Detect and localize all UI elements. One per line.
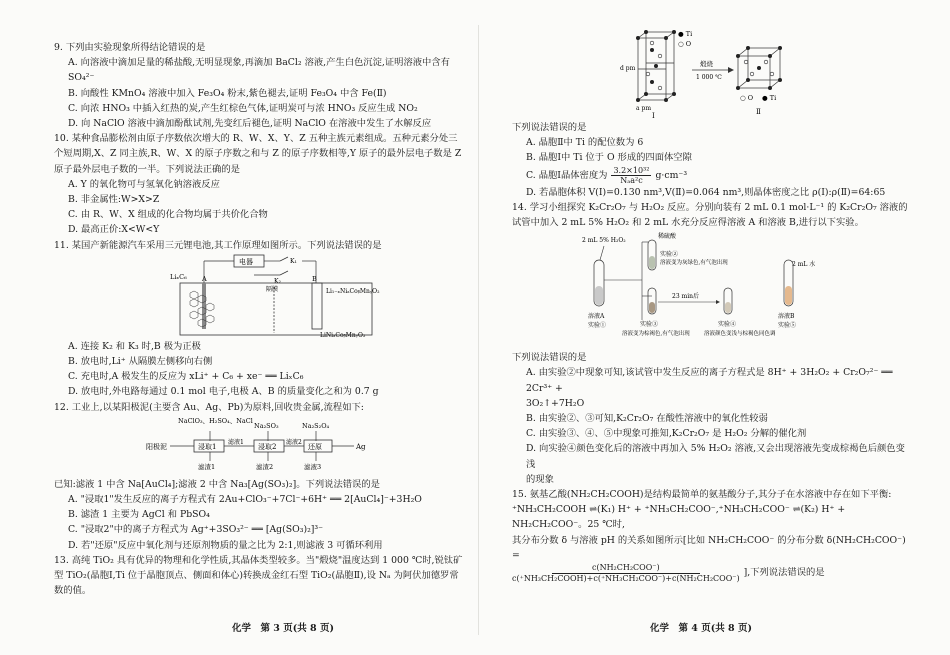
- q13-option-a: A. 晶胞Ⅱ中 Ti 的配位数为 6: [526, 137, 644, 149]
- exp5-label: 实验⑤: [778, 322, 797, 330]
- legend-ti: ● Ti: [678, 30, 693, 38]
- dim-d: d pm: [620, 65, 636, 72]
- experiment-diagram: [512, 230, 912, 350]
- water-label: 2 mL 水: [792, 261, 816, 269]
- density-denominator: Nₐa²c: [620, 175, 643, 185]
- left-page: [54, 40, 464, 598]
- switch-k2: [280, 271, 288, 275]
- q10-option-a: A. Y 的氧化物可与氢氧化钠溶液反应: [68, 178, 220, 190]
- q13-c-prefix: C. 晶胞Ⅰ晶体密度为: [526, 169, 608, 181]
- q14-option-d-cont: 的现象: [526, 473, 554, 485]
- acid-label: 稀硫酸: [658, 233, 677, 241]
- right-page-footer: 化学 第 4 页(共 8 页): [650, 623, 752, 634]
- question-10: [54, 131, 464, 237]
- exp2-desc: 溶液变为灰绿色,有气泡出现: [660, 260, 728, 267]
- cathode-top-label: Li₁₋ₓNiₐCoᵦMnᵧO₂: [326, 287, 380, 295]
- q15-fraction-line: [512, 563, 912, 583]
- q15-distribution: 其分布分数 δ 与溶液 pH 的关系如图所示[比如 NH₂CH₂COO⁻ 的分布分数 δ(NH₂CH₂COO⁻) =: [512, 534, 906, 561]
- k1-label: K₁: [290, 257, 297, 265]
- density-numerator: 3.2×10³²: [613, 165, 650, 175]
- question-13-options: [512, 120, 912, 200]
- q9-option-d: D. 向 NaClO 溶液中滴加酚酞试剂,先变红后褪色,证明 NaClO 在溶液中发生了水解反应: [68, 118, 432, 130]
- q14-option-d: D. 向实验④颜色变化后的溶液中再加入 5% H₂O₂ 溶液,又会出现溶液先变成棕褐色后颜色变浅: [526, 443, 905, 470]
- q12-option-b: B. 滤渣 1 主要为 AgCl 和 PbSO₄: [68, 509, 210, 521]
- crystal-cell-figure: [512, 24, 912, 120]
- recovery-flowchart: [54, 415, 464, 477]
- q11-option-c: C. 充电时,A 极发生的反应为 xLi⁺ + C₆ + xe⁻ ══ LiₓC₆: [68, 371, 304, 383]
- q15-stem: 15. 氨基乙酸(NH₂CH₂COOH)是结构最简单的氨基酸分子,其分子在水溶液中存在如下平衡:: [512, 489, 892, 501]
- cathode-bottom-label: LiNiₐCoᵦMnᵧO₂: [320, 331, 366, 339]
- h2o2-label: 2 mL 5% H₂O₂: [582, 237, 626, 245]
- q14-option-b: B. 由实验②、③可知,K₂Cr₂O₇ 在酸性溶液中的氧化性较弱: [526, 413, 768, 425]
- question-14: [512, 200, 912, 487]
- q10-option-c: C. 由 R、W、X 组成的化合物均属于共价化合物: [68, 209, 268, 221]
- q14-intro: 下列说法错误的是: [512, 352, 587, 364]
- residue-1-label: 滤渣1: [198, 462, 216, 471]
- reagent-1-label: NaClO₃、H₂SO₄、NaCl: [178, 416, 253, 425]
- solution-b-label: 溶液B: [778, 313, 795, 321]
- reagent-3-label: Na₂S₂O₄: [302, 421, 330, 430]
- exp4-label: 实验④: [718, 321, 737, 329]
- step-leach-1-label: 浸取1: [198, 442, 217, 451]
- battery-diagram: [54, 253, 464, 339]
- arrow-temp: 1 000 ℃: [696, 74, 722, 81]
- q15-tail: ],下列说法错误的是: [743, 567, 825, 579]
- arrow-calcine: 煅烧: [700, 60, 713, 68]
- q11-option-a: A. 连接 K₂ 和 K₃ 时,B 极为正极: [68, 340, 201, 352]
- q13-intro: 下列说法错误的是: [512, 122, 587, 133]
- q15-equilibria: ⁺NH₃CH₂COOH ⇌(K₁) H⁺ + ⁺NH₃CH₂COO⁻,⁺NH₃CH₂COO⁻ ⇌(K₂) H⁺ + NH₂CH₂COO⁻。25 ℃时,: [512, 504, 846, 531]
- q12-option-c: C. "浸取2"中的离子方程式为 Ag⁺+3SO₃²⁻ ══ [Ag(SO₃)₂]³⁻: [68, 524, 324, 536]
- fraction: [512, 563, 740, 583]
- flow-start: 阳极泥: [146, 442, 167, 451]
- legend-ti-2: ● Ti: [762, 94, 777, 102]
- q10-option-d: D. 最高正价:X<W<Y: [68, 224, 160, 236]
- residue-2-label: 滤渣2: [256, 462, 274, 471]
- question-13-stem: [54, 553, 464, 599]
- q9-option-b: B. 向酸性 KMnO₄ 溶液中加入 Fe₃O₄ 粉末,紫色褪去,证明 Fe₃O₄ 中含 Fe(Ⅱ): [68, 87, 387, 99]
- flow-end: Ag: [356, 442, 366, 451]
- solution-a-label: 溶液A: [588, 313, 605, 321]
- fraction-denominator: c(⁺NH₃CH₂COOH)+c(⁺NH₃CH₂COO⁻)+c(NH₂CH₂COO⁻): [512, 573, 740, 583]
- q12-option-a: A. "浸取1"发生反应的离子方程式有 2Au+ClO₃⁻+7Cl⁻+6H⁺ ══ 2[AuCl₄]⁻+3H₂O: [68, 494, 422, 506]
- exp2-label: 实验②: [660, 251, 679, 259]
- lic-label: LiₓC₆: [170, 272, 187, 281]
- q14-option-c: C. 由实验③、④、⑤中现象可推知,K₂Cr₂O₇ 是 H₂O₂ 分解的催化剂: [526, 428, 807, 440]
- q12-stem: 12. 工业上,以某阳极泥(主要含 Au、Ag、Pb)为原料,回收贵金属,流程如下:: [54, 401, 364, 413]
- q10-option-b: B. 非金属性:W>X>Z: [68, 194, 160, 206]
- q11-stem: 11. 某国产新能源汽车采用三元锂电池,其工作原理如图所示。下列说法错误的是: [54, 239, 382, 251]
- legend-o-2: ○ O: [740, 94, 754, 102]
- reagent-2-label: Na₂SO₃: [254, 421, 279, 430]
- q12-info: 已知:滤液 1 中含 Na[AuCl₄];滤液 2 中含 Na₃[Ag(SO₃)₂]。下列说法错误的是: [54, 478, 380, 490]
- step-reduce-label: 还原: [308, 442, 322, 451]
- question-9: [54, 40, 464, 131]
- q10-stem: 10. 某种食品膨松剂由原子序数依次增大的 R、W、X、Y、Z 五种主族元素组成。五种元素分处三个短周期,X、Z 同主族,R、W、X 的原子序数之和与 Z 的原子序数相等,Y 原子的最外层电子数是 Z 原子最外层电子数的一半。下列说法正确的是: [54, 133, 462, 175]
- q9-option-a: A. 向溶液中滴加足量的稀盐酸,无明显现象,再滴加 BaCl₂ 溶液,产生白色沉淀,证明溶液中含有 SO₄²⁻: [68, 57, 450, 84]
- filtrate-1-label: 滤液1: [228, 438, 244, 446]
- cell-ii-label: Ⅱ: [756, 108, 761, 116]
- q9-stem: 9. 下列由实验现象所得结论错误的是: [54, 42, 206, 53]
- electrode-a-label: A: [202, 274, 207, 283]
- question-11: [54, 238, 464, 400]
- q13-stem: 13. 高纯 TiO₂ 具有优异的物理和化学性质,其晶体类型较多。当"煅烧"温度达到 1 000 ℃时,锐钛矿型 TiO₂(晶胞Ⅰ,Ti 位于晶胞顶点、侧面和体心)转换成金红石型 TiO₂(晶胞Ⅱ),设 Nₐ 为阿伏加德罗常数的值。: [54, 554, 463, 597]
- electrode-b-label: B: [312, 274, 317, 283]
- filtrate-3-label: 滤液3: [304, 462, 322, 471]
- cell-i-label: Ⅰ: [652, 112, 655, 120]
- q13-option-b: B. 晶胞Ⅰ中 Ti 位于 O 形成的四面体空隙: [526, 152, 692, 164]
- exp1-label: 实验①: [588, 322, 607, 330]
- density-fraction: [611, 166, 651, 185]
- exp4-desc: 溶液颜色变浅与棕褐色同色调: [704, 331, 776, 338]
- question-12: [54, 400, 464, 553]
- q13-option-c: [512, 166, 912, 185]
- q11-option-d: D. 放电时,外电路每通过 0.1 mol 电子,电极 A、B 的质量变化之和为 0.7 g: [68, 386, 379, 398]
- filtrate-2-label: 滤液2: [286, 438, 302, 446]
- density-unit: g·cm⁻³: [655, 169, 688, 181]
- q14-option-a-cont: 3O₂↑+7H₂O: [526, 397, 585, 409]
- dim-a: a pm: [636, 105, 652, 112]
- fraction-numerator: c(NH₂CH₂COO⁻): [552, 563, 700, 574]
- step-leach-2-label: 浸取2: [258, 442, 277, 451]
- k2-label: K₂: [274, 277, 281, 285]
- q14-stem: 14. 学习小组探究 K₂Cr₂O₇ 与 H₂O₂ 反应。分别向装有 2 mL 0.1 mol·L⁻¹ 的 K₂Cr₂O₇ 溶液的试管中加入 2 mL 5% H₂O₂ 和 2 mL 水充分反应得溶液 A 和溶液 B,进行以下实验。: [512, 201, 908, 229]
- anode-plate: [202, 283, 206, 329]
- q12-option-d: D. 若"还原"反应中氧化剂与还原剂物质的量之比为 2:1,则滤液 3 可循环利用: [68, 539, 383, 551]
- q13-option-d: D. 若晶胞体积 V(Ⅰ)=0.130 nm³,V(Ⅱ)=0.064 nm³,则晶体密度之比 ρ(Ⅰ):ρ(Ⅱ)=64:65: [526, 186, 886, 198]
- cathode-plate: [312, 283, 322, 329]
- question-15: [512, 487, 912, 583]
- time-label: 23 min后: [672, 293, 700, 301]
- legend-o: ○ O: [678, 40, 692, 48]
- exp3-label: 实验③: [640, 321, 659, 329]
- q14-option-a: A. 由实验②中现象可知,该试管中发生反应的离子方程式是 8H⁺ + 3H₂O₂ + Cr₂O₇²⁻ ══ 2Cr³⁺ +: [526, 367, 893, 394]
- right-page: [512, 24, 912, 583]
- switch-k1: [280, 257, 288, 261]
- q11-option-b: B. 放电时,Li⁺ 从隔膜左侧移向右侧: [68, 356, 213, 368]
- electrical-label: 电器: [239, 257, 253, 266]
- exp3-desc: 溶液变为棕褐色,有气泡出现: [622, 331, 690, 338]
- page-divider: [478, 25, 479, 635]
- membrane-label: 隔膜: [266, 285, 279, 293]
- q9-option-c: C. 向浓 HNO₃ 中插入红热的炭,产生红棕色气体,证明炭可与浓 HNO₃ 反应生成 NO₂: [68, 102, 418, 114]
- left-page-footer: 化学 第 3 页(共 8 页): [232, 623, 334, 634]
